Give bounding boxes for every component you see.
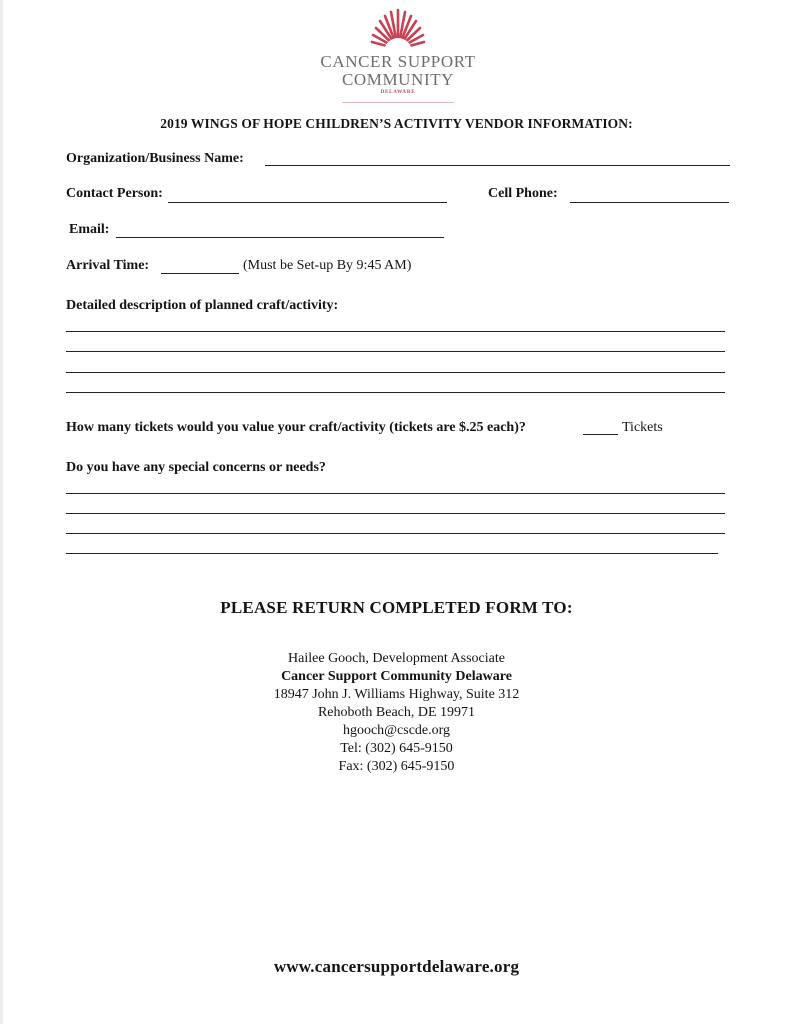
- concerns-line-3[interactable]: [66, 533, 725, 534]
- email-field[interactable]: [116, 237, 444, 238]
- description-line-2[interactable]: [66, 351, 725, 352]
- tickets-question: How many tickets would you value your craft/activity (tickets are $.25 each)?: [66, 420, 526, 435]
- concerns-line-2[interactable]: [66, 513, 725, 514]
- description-label: Detailed description of planned craft/activity:: [66, 298, 339, 313]
- logo-text-line2: COMMUNITY: [341, 70, 455, 89]
- logo-text-line1: CANCER SUPPORT: [320, 52, 476, 71]
- cell-phone-label: Cell Phone:: [488, 186, 558, 201]
- contact-city: Rehoboth Beach, DE 19971: [317, 705, 476, 720]
- contact-name: Hailee Gooch, Development Associate: [288, 651, 505, 666]
- contact-tel: Tel: (302) 645-9150: [340, 741, 453, 756]
- description-line-1[interactable]: [66, 331, 725, 332]
- website-link[interactable]: www.cancersupportdelaware.org: [273, 957, 520, 976]
- org-name-label: Organization/Business Name:: [66, 151, 244, 166]
- tickets-suffix: Tickets: [622, 420, 663, 435]
- arrival-note: (Must be Set-up By 9:45 AM): [243, 258, 412, 273]
- arrival-time-label: Arrival Time:: [66, 258, 150, 273]
- organization-logo: [300, 8, 496, 100]
- description-line-3[interactable]: [66, 372, 725, 373]
- logo-text-line3: DELAWARE: [380, 90, 416, 95]
- description-line-4[interactable]: [66, 392, 725, 393]
- contact-person-label: Contact Person:: [66, 186, 163, 201]
- return-heading: PLEASE RETURN COMPLETED FORM TO:: [220, 598, 573, 617]
- contact-organization: Cancer Support Community Delaware: [281, 669, 512, 684]
- contact-email[interactable]: hgooch@cscde.org: [342, 723, 451, 738]
- page-edge: [0, 0, 3, 1024]
- cell-phone-field[interactable]: [570, 202, 729, 203]
- concerns-line-1[interactable]: [66, 493, 725, 494]
- tickets-field[interactable]: [583, 434, 618, 435]
- form-title: 2019 WINGS OF HOPE CHILDREN’S ACTIVITY VENDOR INFORMATION:: [160, 116, 633, 131]
- contact-person-field[interactable]: [168, 202, 447, 203]
- concerns-line-4[interactable]: [66, 553, 718, 554]
- org-name-field[interactable]: [265, 165, 730, 166]
- contact-street: 18947 John J. Williams Highway, Suite 312: [273, 687, 520, 702]
- contact-fax: Fax: (302) 645-9150: [338, 759, 455, 774]
- concerns-label: Do you have any special concerns or needs?: [66, 460, 326, 475]
- return-address-block: [0, 650, 793, 776]
- logo-rule: [342, 102, 454, 103]
- arrival-time-field[interactable]: [161, 273, 239, 274]
- email-label: Email:: [69, 222, 110, 237]
- sunburst-logo-icon: [366, 8, 430, 52]
